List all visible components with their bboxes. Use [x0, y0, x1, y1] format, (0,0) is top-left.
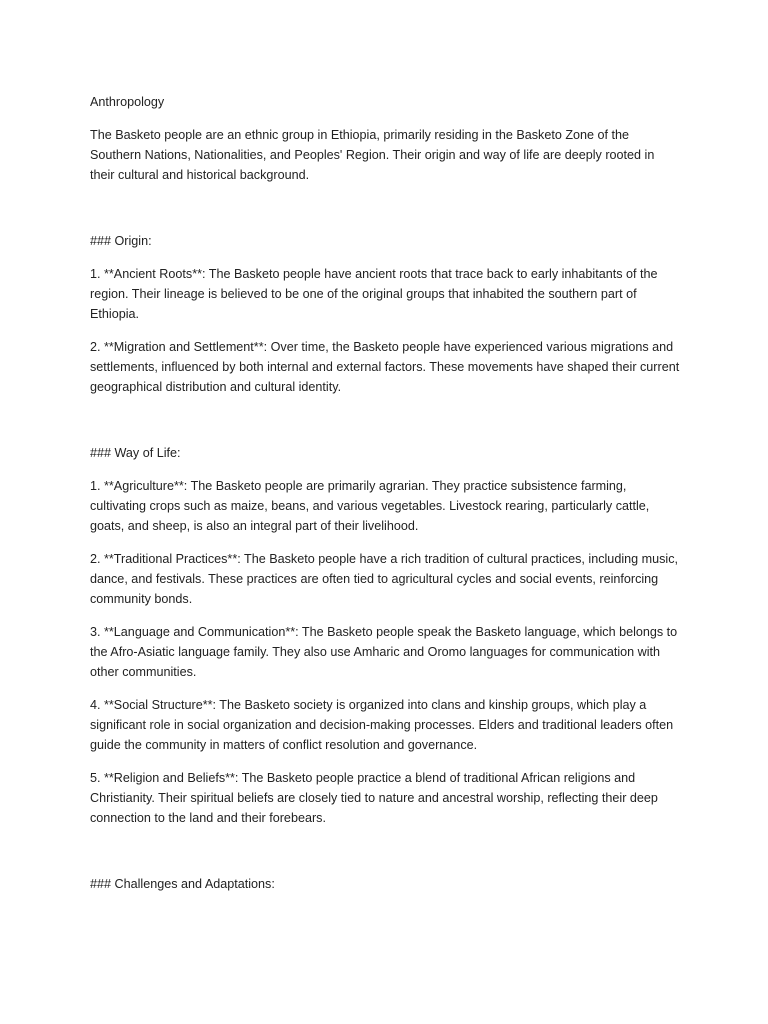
way-of-life-item-4: 4. **Social Structure**: The Basketo society is organized into clans and kinship groups, which play a significant role in social organization and decision-making processes. Elders and traditional leaders often guide the community in matters of conflict resolution and governance. [90, 698, 674, 752]
spacer [90, 410, 680, 443]
document-title: Anthropology [90, 95, 165, 109]
origin-item-1: 1. **Ancient Roots**: The Basketo people have ancient roots that trace back to early inhabitants of the region. Their lineage is believed to be one of the original groups that inhabited the southern part of Ethiopia. [90, 267, 658, 321]
spacer [90, 198, 680, 231]
challenges-heading: ### Challenges and Adaptations: [90, 877, 275, 891]
way-of-life-item-3: 3. **Language and Communication**: The Basketo people speak the Basketo language, which belongs to the Afro-Asiatic language family. They also use Amharic and Oromo languages for communication with other communities. [90, 625, 678, 679]
document-page [90, 92, 680, 907]
origin-item-2: 2. **Migration and Settlement**: Over time, the Basketo people have experienced various migrations and settlements, influenced by both internal and external factors. These movements have shaped their current geographical distribution and cultural identity. [90, 340, 680, 394]
way-of-life-item-2: 2. **Traditional Practices**: The Basketo people have a rich tradition of cultural practices, including music, dance, and festivals. These practices are often tied to agricultural cycles and social events, reinforcing community bonds. [90, 552, 679, 606]
origin-heading: ### Origin: [90, 234, 152, 248]
intro-paragraph: The Basketo people are an ethnic group in Ethiopia, primarily residing in the Basketo Zone of the Southern Nations, Nationalities, and Peoples' Region. Their origin and way of life are deeply rooted in their cultural and historical background. [90, 128, 655, 182]
way-of-life-item-1: 1. **Agriculture**: The Basketo people are primarily agrarian. They practice subsistence farming, cultivating crops such as maize, beans, and various vegetables. Livestock rearing, particularly cattle, goats, and sheep, is also an integral part of their livelihood. [90, 479, 650, 533]
way-of-life-item-5: 5. **Religion and Beliefs**: The Basketo people practice a blend of traditional African religions and Christianity. Their spiritual beliefs are closely tied to nature and ancestral worship, reflecting their deep connection to the land and their forebears. [90, 771, 658, 825]
spacer [90, 841, 680, 874]
way-of-life-heading: ### Way of Life: [90, 446, 181, 460]
